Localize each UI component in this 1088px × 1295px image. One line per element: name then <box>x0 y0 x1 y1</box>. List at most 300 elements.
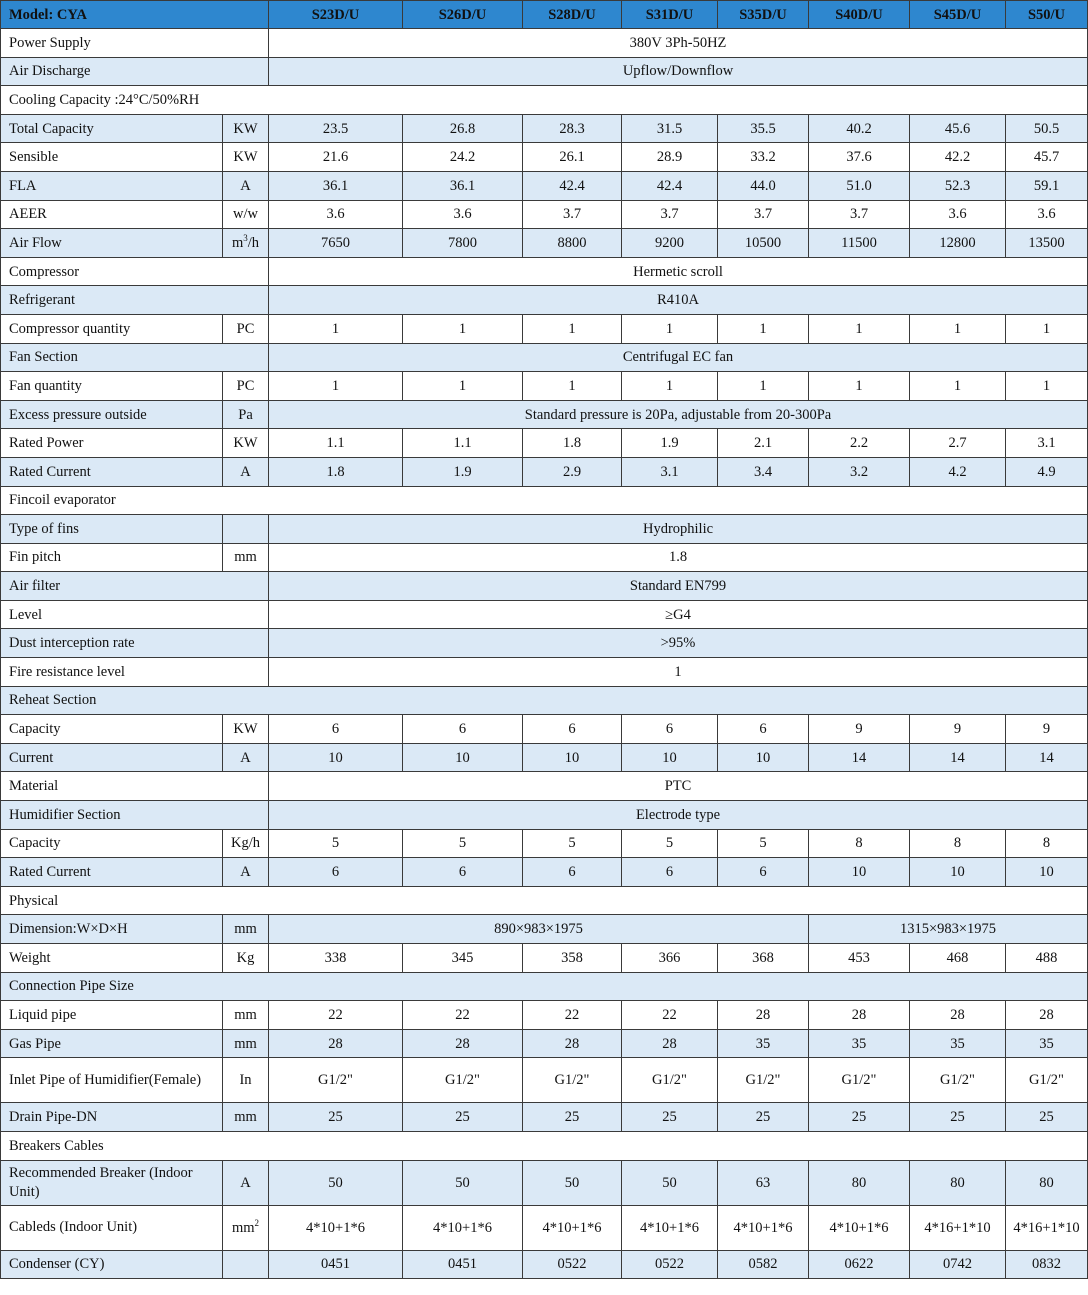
row-label: AEER <box>1 200 223 229</box>
row-label: Fan quantity <box>1 372 223 401</box>
value-cell: 50 <box>523 1160 622 1205</box>
value-cell: 23.5 <box>269 114 403 143</box>
value-cell: 42.2 <box>910 143 1006 172</box>
value-cell: 6 <box>622 715 718 744</box>
table-row <box>1 257 1088 286</box>
value-cell: 6 <box>269 715 403 744</box>
value-cell: 5 <box>269 829 403 858</box>
value-cell: 4.2 <box>910 457 1006 486</box>
row-label: Fin pitch <box>1 543 223 572</box>
row-label: Gas Pipe <box>1 1029 223 1058</box>
table-row <box>1 1029 1088 1058</box>
unit-superscript: 3 <box>243 233 248 244</box>
value-cell: 6 <box>718 715 809 744</box>
table-row <box>1 600 1088 629</box>
row-label: Fan Section <box>1 343 269 372</box>
table-row <box>1 29 1088 58</box>
value-cell: 2.9 <box>523 457 622 486</box>
table-row <box>1 829 1088 858</box>
value-cell: 4*10+1*6 <box>622 1205 718 1250</box>
unit-text: mm <box>234 549 257 566</box>
value-cell: 3.1 <box>1006 429 1088 458</box>
spec-table-body <box>1 29 1088 1279</box>
row-label: Weight <box>1 944 223 973</box>
value-cell: 25 <box>1006 1103 1088 1132</box>
value-cell: 63 <box>718 1160 809 1205</box>
row-label: Current <box>1 743 223 772</box>
row-label: Liquid pipe <box>1 1001 223 1030</box>
value-cell: 22 <box>523 1001 622 1030</box>
unit-text: A <box>240 463 251 480</box>
row-label: Compressor <box>1 257 269 286</box>
value-cell: 6 <box>523 715 622 744</box>
unit-cell <box>223 143 269 172</box>
value-cell: 4*10+1*6 <box>809 1205 910 1250</box>
unit-cell <box>223 858 269 887</box>
value-cell: 3.6 <box>910 200 1006 229</box>
value-cell: 10 <box>403 743 523 772</box>
row-label: Dust interception rate <box>1 629 269 658</box>
unit-text: KW <box>233 120 258 137</box>
unit-cell <box>223 1058 269 1103</box>
value-cell: 0622 <box>809 1250 910 1279</box>
unit-cell <box>223 715 269 744</box>
unit-text: A <box>240 864 251 881</box>
value-cell: 1 <box>269 314 403 343</box>
value-cell: 8800 <box>523 229 622 258</box>
value-cell: 40.2 <box>809 114 910 143</box>
value-cell: 51.0 <box>809 171 910 200</box>
table-row <box>1 915 1088 944</box>
row-label: Rated Current <box>1 457 223 486</box>
spec-value: 1.8 <box>269 543 1088 572</box>
table-row <box>1 944 1088 973</box>
value-cell: 8 <box>910 829 1006 858</box>
model-header: S40D/U <box>809 1 910 29</box>
value-cell: 1 <box>403 314 523 343</box>
value-cell: 26.1 <box>523 143 622 172</box>
spec-value: 890×983×1975 <box>269 915 809 944</box>
value-cell: 4*10+1*6 <box>403 1205 523 1250</box>
unit-cell <box>223 171 269 200</box>
row-label: Rated Power <box>1 429 223 458</box>
model-label: Model: CYA <box>1 1 269 29</box>
value-cell: 22 <box>269 1001 403 1030</box>
value-cell: 453 <box>809 944 910 973</box>
value-cell: 10 <box>718 743 809 772</box>
value-cell: 1.1 <box>403 429 523 458</box>
model-header: S28D/U <box>523 1 622 29</box>
spec-value: >95% <box>269 629 1088 658</box>
unit-text: In <box>239 1072 252 1089</box>
table-row <box>1 486 1088 515</box>
unit-cell <box>223 400 269 429</box>
unit-text: KW <box>233 435 258 452</box>
unit-cell <box>223 229 269 258</box>
value-cell: 1 <box>1006 314 1088 343</box>
spec-value: ≥G4 <box>269 600 1088 629</box>
value-cell: 1 <box>809 314 910 343</box>
spec-value: PTC <box>269 772 1088 801</box>
unit-text: mm <box>234 921 257 938</box>
row-label: FLA <box>1 171 223 200</box>
section-label: Physical <box>1 886 1088 915</box>
value-cell: 2.7 <box>910 429 1006 458</box>
value-cell: 5 <box>718 829 809 858</box>
value-cell: 0832 <box>1006 1250 1088 1279</box>
table-row <box>1 343 1088 372</box>
value-cell: 1 <box>403 372 523 401</box>
unit-text: KW <box>233 149 258 166</box>
row-label: Sensible <box>1 143 223 172</box>
value-cell: 358 <box>523 944 622 973</box>
value-cell: 50 <box>622 1160 718 1205</box>
unit-cell <box>223 515 269 544</box>
table-row <box>1 1131 1088 1160</box>
unit-text: Kg/h <box>231 835 260 852</box>
value-cell: 4*10+1*6 <box>523 1205 622 1250</box>
value-cell: 28 <box>403 1029 523 1058</box>
unit-cell <box>223 372 269 401</box>
model-header: S50/U <box>1006 1 1088 29</box>
row-label: Capacity <box>1 715 223 744</box>
value-cell: 1.8 <box>523 429 622 458</box>
unit-cell <box>223 543 269 572</box>
table-row <box>1 858 1088 887</box>
value-cell: 6 <box>403 715 523 744</box>
row-label: Refrigerant <box>1 286 269 315</box>
row-label: Recommended Breaker (Indoor Unit) <box>1 1160 223 1205</box>
unit-cell <box>223 829 269 858</box>
value-cell: 35.5 <box>718 114 809 143</box>
value-cell: 25 <box>622 1103 718 1132</box>
value-cell: 2.2 <box>809 429 910 458</box>
value-cell: 345 <box>403 944 523 973</box>
table-row <box>1 972 1088 1001</box>
value-cell: 7800 <box>403 229 523 258</box>
row-label: Rated Current <box>1 858 223 887</box>
table-row <box>1 114 1088 143</box>
value-cell: 52.3 <box>910 171 1006 200</box>
value-cell: 50 <box>403 1160 523 1205</box>
value-cell: 28 <box>910 1001 1006 1030</box>
value-cell: 4*10+1*6 <box>718 1205 809 1250</box>
table-row <box>1 801 1088 830</box>
value-cell: 10 <box>523 743 622 772</box>
row-label: Excess pressure outside <box>1 400 223 429</box>
value-cell: 31.5 <box>622 114 718 143</box>
model-header: S26D/U <box>403 1 523 29</box>
value-cell: 25 <box>269 1103 403 1132</box>
section-label: Breakers Cables <box>1 1131 1088 1160</box>
value-cell: 50 <box>269 1160 403 1205</box>
table-row <box>1 1250 1088 1279</box>
row-label: Power Supply <box>1 29 269 58</box>
value-cell: G1/2" <box>718 1058 809 1103</box>
unit-cell <box>223 1160 269 1205</box>
value-cell: 10 <box>1006 858 1088 887</box>
value-cell: G1/2" <box>809 1058 910 1103</box>
unit-cell <box>223 743 269 772</box>
row-label: Humidifier Section <box>1 801 269 830</box>
value-cell: 338 <box>269 944 403 973</box>
value-cell: 8 <box>809 829 910 858</box>
value-cell: G1/2" <box>403 1058 523 1103</box>
table-row <box>1 143 1088 172</box>
model-header: S23D/U <box>269 1 403 29</box>
section-label: Cooling Capacity :24°C/50%RH <box>1 86 1088 115</box>
value-cell: 4*10+1*6 <box>269 1205 403 1250</box>
value-cell: 0451 <box>403 1250 523 1279</box>
table-row <box>1 171 1088 200</box>
spec-value: Hydrophilic <box>269 515 1088 544</box>
spec-value: Hermetic scroll <box>269 257 1088 286</box>
value-cell: 80 <box>809 1160 910 1205</box>
value-cell: 9 <box>1006 715 1088 744</box>
value-cell: 14 <box>910 743 1006 772</box>
value-cell: 6 <box>403 858 523 887</box>
value-cell: G1/2" <box>269 1058 403 1103</box>
unit-text: PC <box>236 377 255 394</box>
table-row <box>1 515 1088 544</box>
unit-superscript: 2 <box>254 1217 260 1228</box>
value-cell: 3.6 <box>1006 200 1088 229</box>
spec-value: 1315×983×1975 <box>809 915 1088 944</box>
unit-text: PC <box>236 320 255 337</box>
table-row <box>1 286 1088 315</box>
value-cell: 33.2 <box>718 143 809 172</box>
table-row <box>1 629 1088 658</box>
value-cell: 28 <box>523 1029 622 1058</box>
value-cell: 35 <box>910 1029 1006 1058</box>
row-label: Level <box>1 600 269 629</box>
table-row <box>1 200 1088 229</box>
value-cell: 4*16+1*10 <box>1006 1205 1088 1250</box>
value-cell: 42.4 <box>523 171 622 200</box>
value-cell: 26.8 <box>403 114 523 143</box>
table-row <box>1 314 1088 343</box>
value-cell: 5 <box>622 829 718 858</box>
model-header: S35D/U <box>718 1 809 29</box>
row-label: Inlet Pipe of Humidifier(Female) <box>1 1058 223 1103</box>
spec-value: Standard pressure is 20Pa, adjustable from 20-300Pa <box>269 400 1088 429</box>
row-label: Fire resistance level <box>1 658 269 687</box>
value-cell: 1 <box>809 372 910 401</box>
unit-text: A <box>240 1174 251 1191</box>
value-cell: 28 <box>622 1029 718 1058</box>
model-header: S31D/U <box>622 1 718 29</box>
value-cell: 9 <box>809 715 910 744</box>
row-label: Total Capacity <box>1 114 223 143</box>
value-cell: 25 <box>718 1103 809 1132</box>
value-cell: 10 <box>269 743 403 772</box>
value-cell: 10 <box>910 858 1006 887</box>
row-label: Air Discharge <box>1 57 269 86</box>
value-cell: 14 <box>809 743 910 772</box>
value-cell: 0522 <box>622 1250 718 1279</box>
table-row <box>1 57 1088 86</box>
value-cell: 3.7 <box>718 200 809 229</box>
table-row <box>1 457 1088 486</box>
value-cell: 36.1 <box>403 171 523 200</box>
value-cell: 1.8 <box>269 457 403 486</box>
unit-text: A <box>240 177 251 194</box>
value-cell: 6 <box>269 858 403 887</box>
row-label: Material <box>1 772 269 801</box>
model-header: S45D/U <box>910 1 1006 29</box>
unit-cell <box>223 1001 269 1030</box>
value-cell: 1 <box>622 372 718 401</box>
value-cell: 5 <box>523 829 622 858</box>
value-cell: 4*16+1*10 <box>910 1205 1006 1250</box>
value-cell: 1.9 <box>403 457 523 486</box>
unit-cell <box>223 314 269 343</box>
value-cell: 1 <box>622 314 718 343</box>
value-cell: 28 <box>809 1001 910 1030</box>
unit-text: mm <box>234 1006 257 1023</box>
value-cell: 10 <box>809 858 910 887</box>
unit-text: w/w <box>233 206 258 223</box>
table-row <box>1 1205 1088 1250</box>
value-cell: 35 <box>809 1029 910 1058</box>
unit-cell <box>223 1250 269 1279</box>
value-cell: 45.6 <box>910 114 1006 143</box>
value-cell: 1.9 <box>622 429 718 458</box>
unit-text: Kg <box>236 949 255 966</box>
value-cell: 0582 <box>718 1250 809 1279</box>
value-cell: 0451 <box>269 1250 403 1279</box>
unit-text: KW <box>233 721 258 738</box>
value-cell: 1 <box>1006 372 1088 401</box>
value-cell: 3.7 <box>523 200 622 229</box>
value-cell: 25 <box>910 1103 1006 1132</box>
spec-value: Centrifugal EC fan <box>269 343 1088 372</box>
unit-text: mm <box>231 1219 255 1236</box>
value-cell: 25 <box>403 1103 523 1132</box>
value-cell: 80 <box>910 1160 1006 1205</box>
spec-value: R410A <box>269 286 1088 315</box>
value-cell: 1 <box>523 314 622 343</box>
value-cell: 10500 <box>718 229 809 258</box>
unit-cell <box>223 1205 269 1250</box>
row-label: Air filter <box>1 572 269 601</box>
value-cell: G1/2" <box>622 1058 718 1103</box>
unit-text: A <box>240 749 251 766</box>
unit-cell <box>223 1103 269 1132</box>
value-cell: 3.7 <box>622 200 718 229</box>
table-row <box>1 686 1088 715</box>
unit-text: m <box>231 234 244 251</box>
row-label: Cableds (Indoor Unit) <box>1 1205 223 1250</box>
table-row <box>1 543 1088 572</box>
row-label: Type of fins <box>1 515 223 544</box>
value-cell: 44.0 <box>718 171 809 200</box>
value-cell: 3.1 <box>622 457 718 486</box>
section-label: Reheat Section <box>1 686 1088 715</box>
value-cell: 59.1 <box>1006 171 1088 200</box>
value-cell: 1 <box>910 372 1006 401</box>
value-cell: 12800 <box>910 229 1006 258</box>
value-cell: G1/2" <box>523 1058 622 1103</box>
value-cell: 35 <box>718 1029 809 1058</box>
table-row <box>1 572 1088 601</box>
section-label: Fincoil evaporator <box>1 486 1088 515</box>
unit-text: mm <box>234 1035 257 1052</box>
value-cell: 3.2 <box>809 457 910 486</box>
value-cell: 25 <box>809 1103 910 1132</box>
value-cell: 488 <box>1006 944 1088 973</box>
unit-cell <box>223 1029 269 1058</box>
table-row <box>1 400 1088 429</box>
value-cell: 37.6 <box>809 143 910 172</box>
spec-value: Electrode type <box>269 801 1088 830</box>
value-cell: 0742 <box>910 1250 1006 1279</box>
value-cell: 36.1 <box>269 171 403 200</box>
value-cell: 3.7 <box>809 200 910 229</box>
unit-cell <box>223 114 269 143</box>
value-cell: 6 <box>523 858 622 887</box>
unit-cell <box>223 944 269 973</box>
value-cell: 3.4 <box>718 457 809 486</box>
table-row <box>1 372 1088 401</box>
value-cell: 80 <box>1006 1160 1088 1205</box>
value-cell: G1/2" <box>910 1058 1006 1103</box>
unit-text: Pa <box>238 406 253 423</box>
value-cell: 45.7 <box>1006 143 1088 172</box>
table-row <box>1 86 1088 115</box>
table-row <box>1 229 1088 258</box>
table-row <box>1 429 1088 458</box>
value-cell: 11500 <box>809 229 910 258</box>
spec-value: 1 <box>269 658 1088 687</box>
table-row <box>1 772 1088 801</box>
value-cell: 1.1 <box>269 429 403 458</box>
value-cell: 6 <box>622 858 718 887</box>
value-cell: 468 <box>910 944 1006 973</box>
row-label: Compressor quantity <box>1 314 223 343</box>
section-label: Connection Pipe Size <box>1 972 1088 1001</box>
unit-cell <box>223 200 269 229</box>
unit-cell <box>223 457 269 486</box>
table-row <box>1 1001 1088 1030</box>
value-cell: 368 <box>718 944 809 973</box>
value-cell: 2.1 <box>718 429 809 458</box>
row-label: Capacity <box>1 829 223 858</box>
value-cell: 28.9 <box>622 143 718 172</box>
value-cell: 42.4 <box>622 171 718 200</box>
value-cell: 1 <box>523 372 622 401</box>
table-row <box>1 1160 1088 1205</box>
value-cell: 3.6 <box>269 200 403 229</box>
value-cell: 1 <box>910 314 1006 343</box>
table-row <box>1 743 1088 772</box>
value-cell: 8 <box>1006 829 1088 858</box>
value-cell: 5 <box>403 829 523 858</box>
value-cell: 24.2 <box>403 143 523 172</box>
header-row <box>1 1 1088 29</box>
value-cell: 9200 <box>622 229 718 258</box>
value-cell: 22 <box>622 1001 718 1030</box>
value-cell: G1/2" <box>1006 1058 1088 1103</box>
value-cell: 22 <box>403 1001 523 1030</box>
value-cell: 366 <box>622 944 718 973</box>
spec-value: 380V 3Ph-50HZ <box>269 29 1088 58</box>
value-cell: 13500 <box>1006 229 1088 258</box>
value-cell: 9 <box>910 715 1006 744</box>
value-cell: 28 <box>269 1029 403 1058</box>
value-cell: 28 <box>718 1001 809 1030</box>
row-label: Air Flow <box>1 229 223 258</box>
